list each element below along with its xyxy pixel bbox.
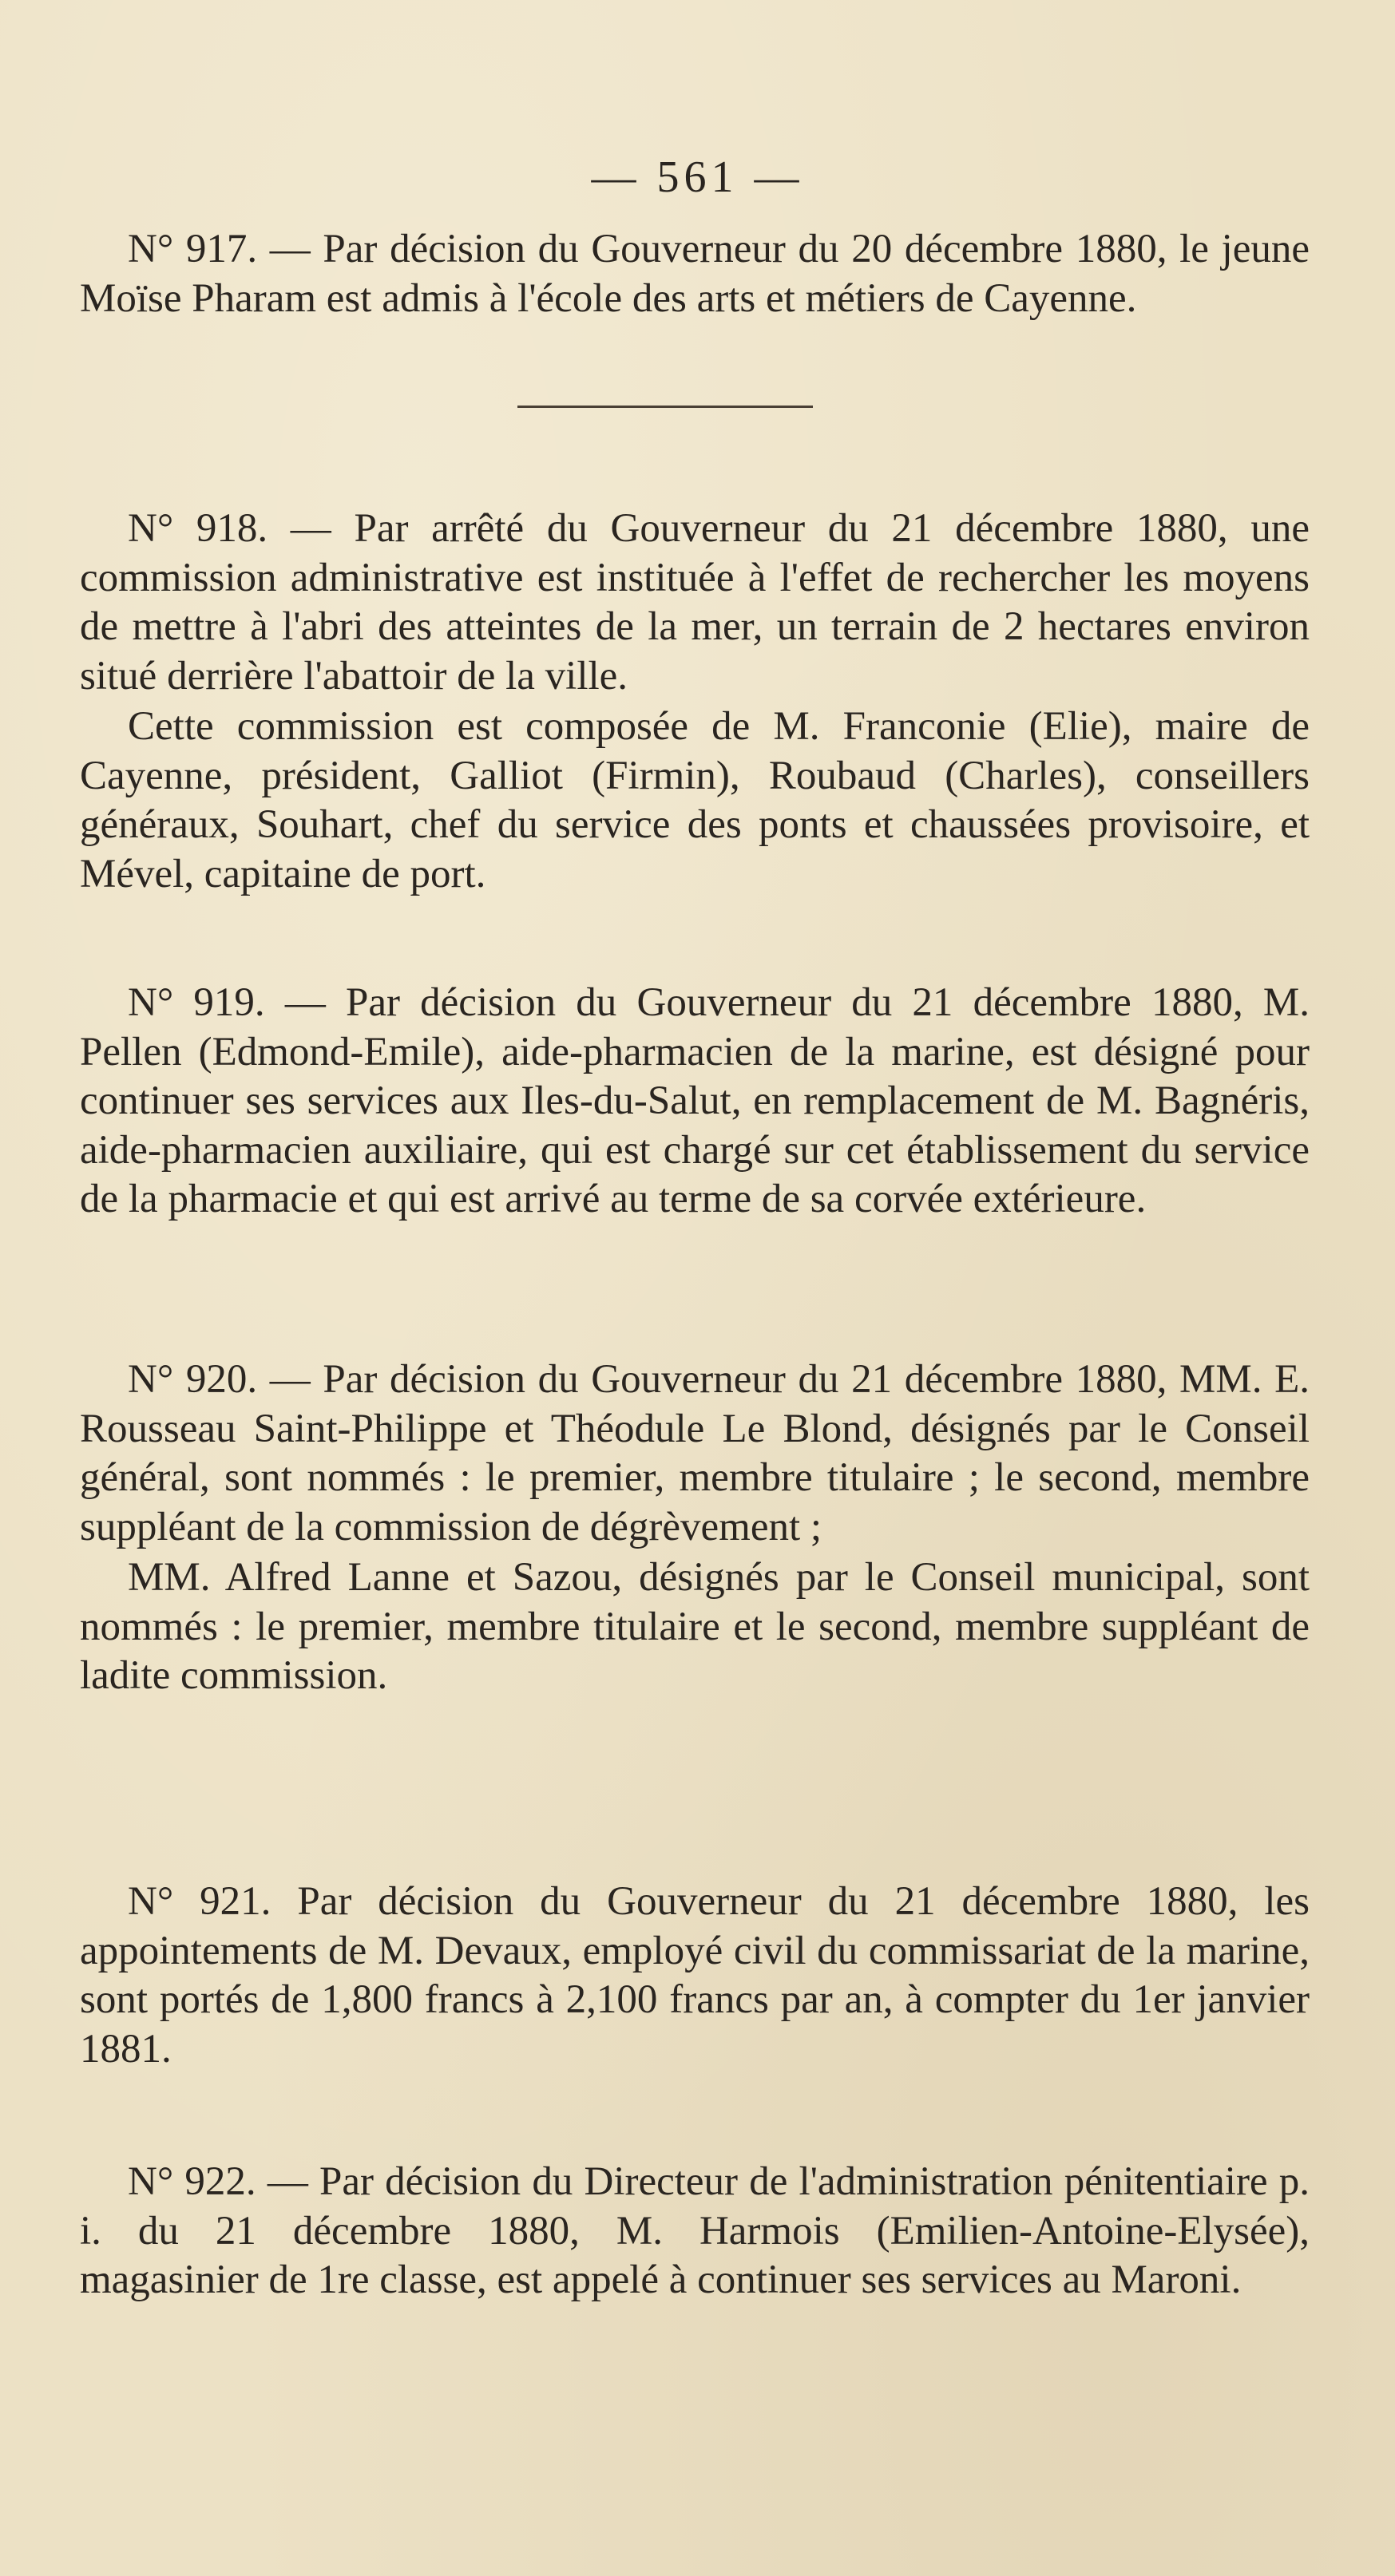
entry-921-paragraph: N° 921. Par décision du Gouverneur du 21 décembre 1880, les appointements de M. Devaux, employé civil du commissariat de la marine, sont portés de 1,800 francs à 2,100 francs par an, à compter du 1er janvier 1881. [80, 1879, 1310, 2071]
entry-918-paragraph-1: N° 918. — Par arrêté du Gouverneur du 21 décembre 1880, une commission administrative est instituée à l'effet de rechercher les moyens de mettre à l'abri des atteintes de la mer, un terrain de 2 hectares environ situé derrière l'abattoir de la ville. [80, 506, 1310, 698]
entry-917 [80, 225, 1310, 323]
entry-917-paragraph: N° 917. — Par décision du Gouverneur du 20 décembre 1880, le jeune Moïse Pharam est admis à l'école des arts et métiers de Cayenne. [80, 227, 1310, 321]
entry-920-paragraph-2: MM. Alfred Lanne et Sazou, désignés par le Conseil municipal, sont nommés : le premier, membre titulaire et le second, membre suppléant de ladite commission. [80, 1555, 1310, 1698]
entry-918 [80, 505, 1310, 899]
entry-919-paragraph: N° 919. — Par décision du Gouverneur du 21 décembre 1880, M. Pellen (Edmond-Emile), aide-pharmacien de la marine, est désigné pour continuer ses services aux Iles-du-Salut, en remplacement de M. Bagnéris, aide-pharmacien auxiliaire, qui est chargé sur cet établissement du service de la pharmacie et qui est arrivé au terme de sa corvée extérieure. [80, 980, 1310, 1221]
entry-919 [80, 979, 1310, 1225]
entry-918-paragraph-2: Cette commission est composée de M. Franconie (Elie), maire de Cayenne, président, Galliot (Firmin), Roubaud (Charles), conseillers généraux, Souhart, chef du service des ponts et chaussées provisoire, et Mével, capitaine de port. [80, 704, 1310, 896]
entry-920-paragraph-1: N° 920. — Par décision du Gouverneur du 21 décembre 1880, MM. E. Rousseau Saint-Philippe et Théodule Le Blond, désignés par le Conseil général, sont nommés : le premier, membre titulaire ; le second, membre suppléant de la commission de dégrèvement ; [80, 1357, 1310, 1549]
section-divider [517, 406, 813, 408]
page-number: — 561 — [591, 152, 804, 202]
entry-922-paragraph: N° 922. — Par décision du Directeur de l'administration pénitentiaire p. i. du 21 décembre 1880, M. Harmois (Emilien-Antoine-Elysée), magasinier de 1re classe, est appelé à continuer ses services au Maroni. [80, 2159, 1310, 2302]
entry-922 [80, 2158, 1310, 2305]
entry-920 [80, 1355, 1310, 1701]
entry-921 [80, 1878, 1310, 2074]
